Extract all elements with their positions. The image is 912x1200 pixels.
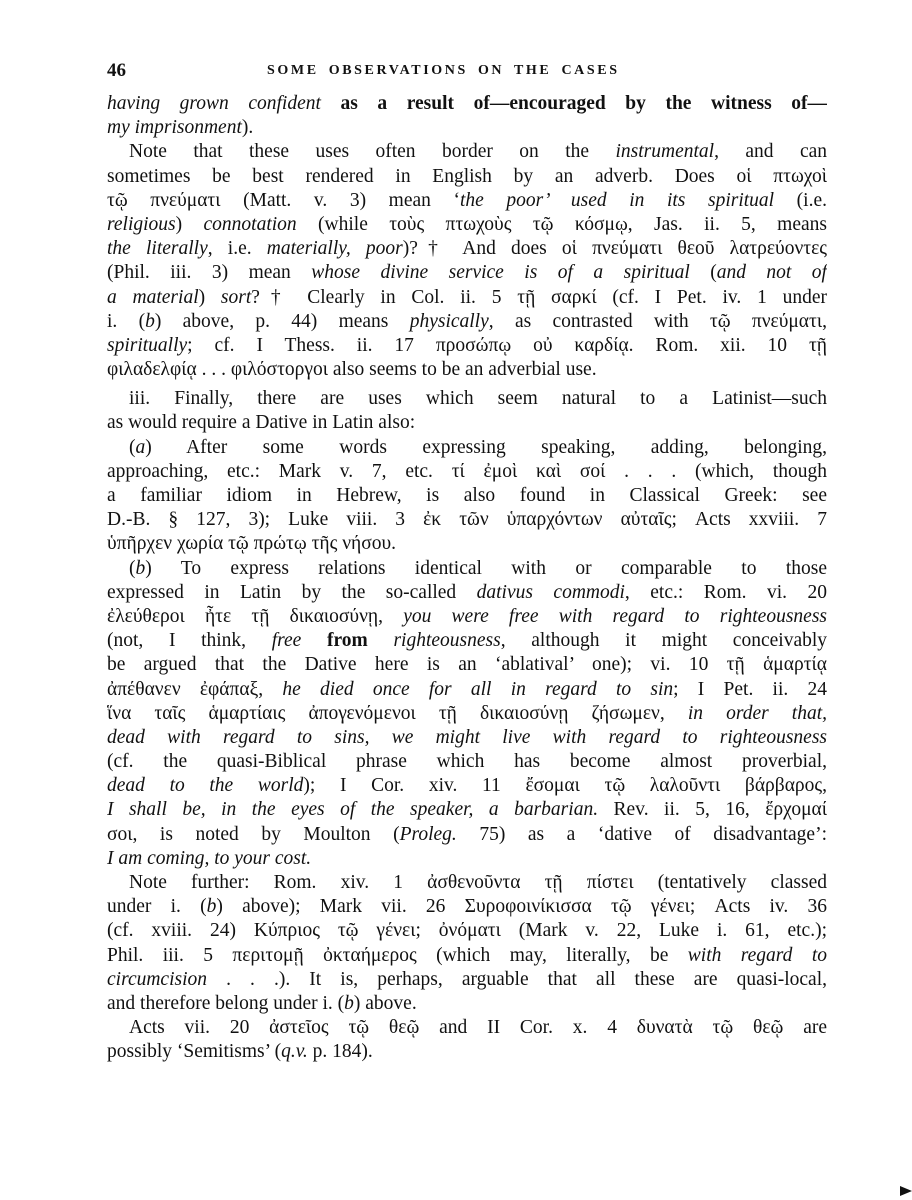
text-line: Note further: Rom. xiv. 1 ἀσθενοῦντα τῇ πίστει (tentatively classed [129,872,827,893]
text-line: circumcision . . .). It is, perhaps, arguable that all these are quasi-local, [107,968,827,990]
text-line: τῷ πνεύματι (Matt. v. 3) mean ‘the poor’ used in its spiritual (i.e. [107,189,827,211]
text-line: as would require a Dative in Latin also: [107,412,416,434]
text-line: possibly ‘Semitisms’ (q.v. p. 184). [107,1041,373,1063]
text-line: Note that these uses often border on the instrumental, and can [129,141,827,163]
text-line: expressed in Latin by the so-called dativus commodi, etc.: Rom. vi. 20 [107,581,827,603]
text-line: under i. (b) above); Mark vii. 26 Συροφοινίκισσα τῷ γένει; Acts iv. 36 [107,896,827,918]
text-line: ὑπῆρχεν χωρία τῷ πρώτῳ τῆς νήσου. [107,533,397,555]
text-line: having grown confident as a result of—encouraged by the witness of— [107,93,827,114]
text-line: the literally, i.e. materially, poor)?† And does οἱ πνεύματι θεοῦ λατρεύοντες [107,238,827,260]
text-line: dead to the world); I Cor. xiv. 11 ἔσομαι τῷ λαλοῦντι βάρβαρος, [107,775,827,797]
text-line: (cf. the quasi-Biblical phrase which has become almost proverbial, [107,751,827,773]
text-line: iii. Finally, there are uses which seem natural to a Latinist—such [129,388,827,410]
text-line: (a) After some words expressing speaking, adding, belonging, [129,436,827,458]
page-header [107,60,827,86]
text-line: religious) connotation (while τοὺς πτωχοὺς τῷ κόσμῳ, Jas. ii. 5, means [107,213,827,235]
text-line: σοι, is noted by Moulton (Proleg. 75) as a ‘dative of disadvantage’: [107,823,827,845]
text-line: spiritually; cf. I Thess. ii. 17 προσώπῳ οὐ καρδίᾳ. Rom. xii. 10 τῇ [107,334,827,356]
body-text [107,92,827,1065]
text-line: (Phil. iii. 3) mean whose divine service is of a spiritual (and not of [107,262,827,284]
text-line: ἵνα ταῖς ἁμαρτίαις ἀπογενόμενοι τῇ δικαιοσύνῃ ζήσωμεν, in order that, [107,702,827,724]
text-line: Acts vii. 20 ἀστεῖος τῷ θεῷ and II Cor. x. 4 δυνατὰ τῷ θεῷ are [129,1017,827,1039]
text-line: a material) sort?† Clearly in Col. ii. 5 τῇ σαρκί (cf. I Pet. iv. 1 under [107,286,827,308]
page-number: 46 [107,60,126,81]
text-line: be argued that the Dative here is an ‘ablatival’ one); vi. 10 τῇ ἁμαρτίᾳ [107,654,827,676]
text-line: (b) To express relations identical with or comparable to those [129,557,827,579]
text-line: I am coming, to your cost. [107,847,312,869]
text-line: I shall be, in the eyes of the speaker, a barbarian. Rev. ii. 5, 16, ἔρχομαί [107,799,827,821]
text-line: φιλαδελφίᾳ . . . φιλόστοργοι also seems to be an adverbial use. [107,359,597,381]
text-line: (not, I think, free from righteousness, although it might conceivably [107,630,827,652]
text-line: sometimes be best rendered in English by an adverb. Does οἱ πτωχοὶ [107,165,827,187]
text-line: ἐλεύθεροι ἦτε τῇ δικαιοσύνῃ, you were free with regard to righteousness [107,605,827,627]
text-line: ἀπέθανεν ἐφάπαξ, he died once for all in regard to sin; I Pet. ii. 24 [107,678,827,700]
text-line: approaching, etc.: Mark v. 7, etc. τί ἐμοὶ καὶ σοί . . . (which, though [107,460,827,482]
text-line: a familiar idiom in Hebrew, is also found in Classical Greek: see [107,485,827,506]
running-title: SOME OBSERVATIONS ON THE CASES [267,63,620,78]
text-line: i. (b) above, p. 44) means physically, as contrasted with τῷ πνεύματι, [107,310,827,332]
text-line: dead with regard to sins, we might live with regard to righteousness [107,726,827,748]
text-line: my imprisonment). [107,117,254,139]
arrow-marker-icon [900,1186,912,1196]
text-line: D.-B. § 127, 3); Luke viii. 3 ἐκ τῶν ὑπαρχόντων αὐταῖς; Acts xxviii. 7 [107,509,827,531]
text-line: (cf. xviii. 24) Κύπριος τῷ γένει; ὀνόματι (Mark v. 22, Luke i. 61, etc.); [107,920,827,942]
text-line: Phil. iii. 5 περιτομῇ ὀκταήμερος (which may, literally, be with regard to [107,944,827,966]
text-line: and therefore belong under i. (b) above. [107,992,417,1014]
